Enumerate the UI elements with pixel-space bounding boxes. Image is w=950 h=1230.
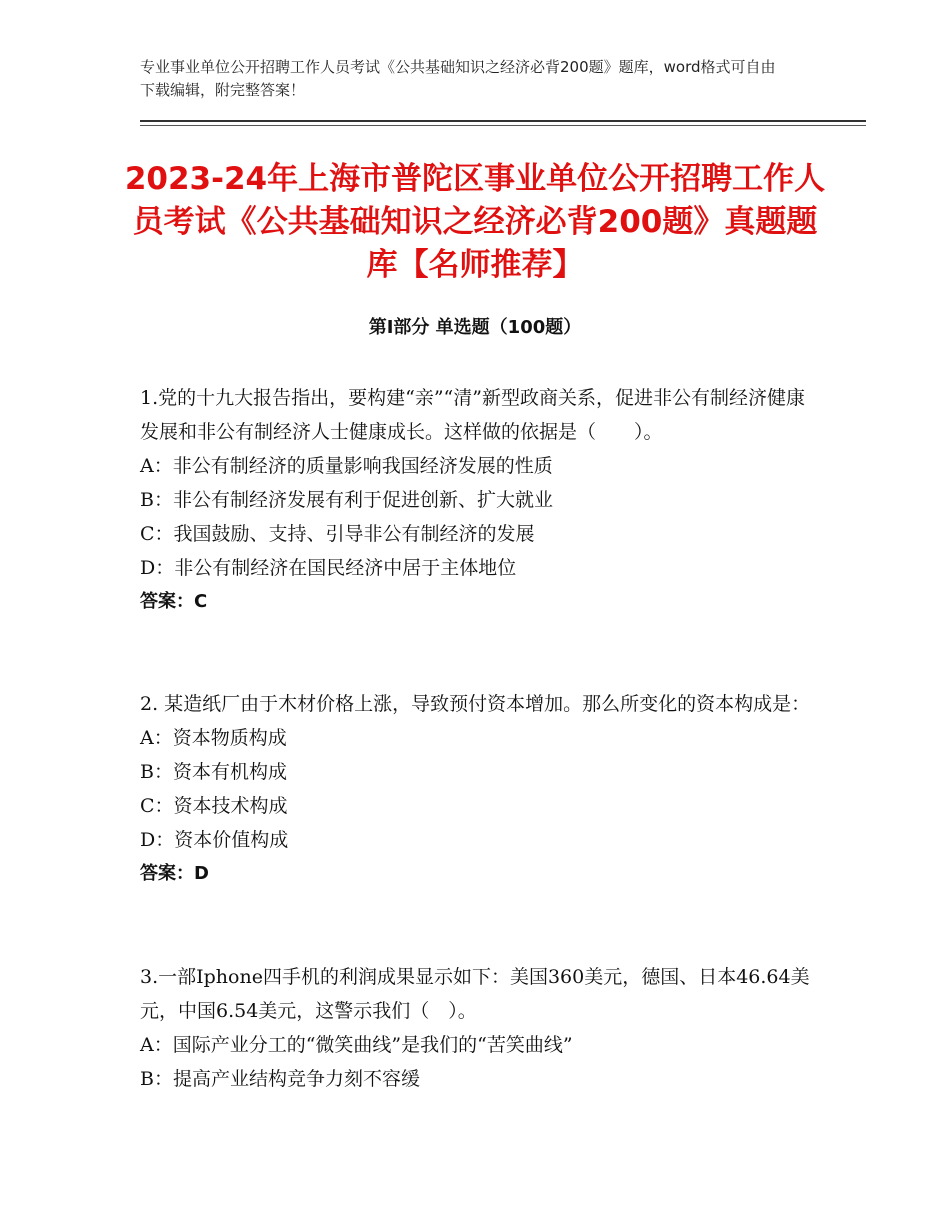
- question-2: [140, 687, 812, 891]
- question-3: [140, 960, 812, 1096]
- answer: 答案：C: [140, 591, 208, 612]
- option-b: B：非公有制经济发展有利于促进创新、扩大就业: [140, 489, 553, 511]
- document-title: 2023-24年上海市普陀区事业单位公开招聘工作人员考试《公共基础知识之经济必背200题》真题题库【名师推荐】: [124, 161, 826, 283]
- option-c: C：我国鼓励、支持、引导非公有制经济的发展: [140, 523, 535, 545]
- option-a: A：资本物质构成: [140, 727, 287, 749]
- option-c: C：资本技术构成: [140, 795, 288, 817]
- question-stem: 1.党的十九大报告指出，要构建“亲”“清”新型政商关系，促进非公有制经济健康发展和非公有制经济人士健康成长。这样做的依据是（ ）。: [140, 387, 805, 443]
- header-divider-thick: [140, 120, 866, 122]
- question-stem: 2. 某造纸厂由于木材价格上涨，导致预付资本增加。那么所变化的资本构成是：: [140, 693, 811, 715]
- option-b: B：资本有机构成: [140, 761, 287, 783]
- option-d: D：资本价值构成: [140, 829, 289, 851]
- header-divider-thin: [140, 125, 866, 126]
- question-1: [140, 381, 812, 619]
- answer: 答案：D: [140, 863, 209, 884]
- option-a: A：国际产业分工的“微笑曲线”是我们的“苦笑曲线”: [140, 1034, 573, 1056]
- header-note: 专业事业单位公开招聘工作人员考试《公共基础知识之经济必背200题》题库，word格式可自由下载编辑，附完整答案！: [140, 58, 776, 99]
- question-stem: 3.一部Iphone四手机的利润成果显示如下：美国360美元，德国、日本46.64美元，中国6.54美元，这警示我们（ ）。: [140, 966, 810, 1022]
- option-d: D：非公有制经济在国民经济中居于主体地位: [140, 557, 517, 579]
- section-title: 第Ⅰ部分 单选题（100题）: [368, 317, 582, 338]
- option-a: A：非公有制经济的质量影响我国经济发展的性质: [140, 455, 553, 477]
- option-b: B：提高产业结构竞争力刻不容缓: [140, 1068, 420, 1090]
